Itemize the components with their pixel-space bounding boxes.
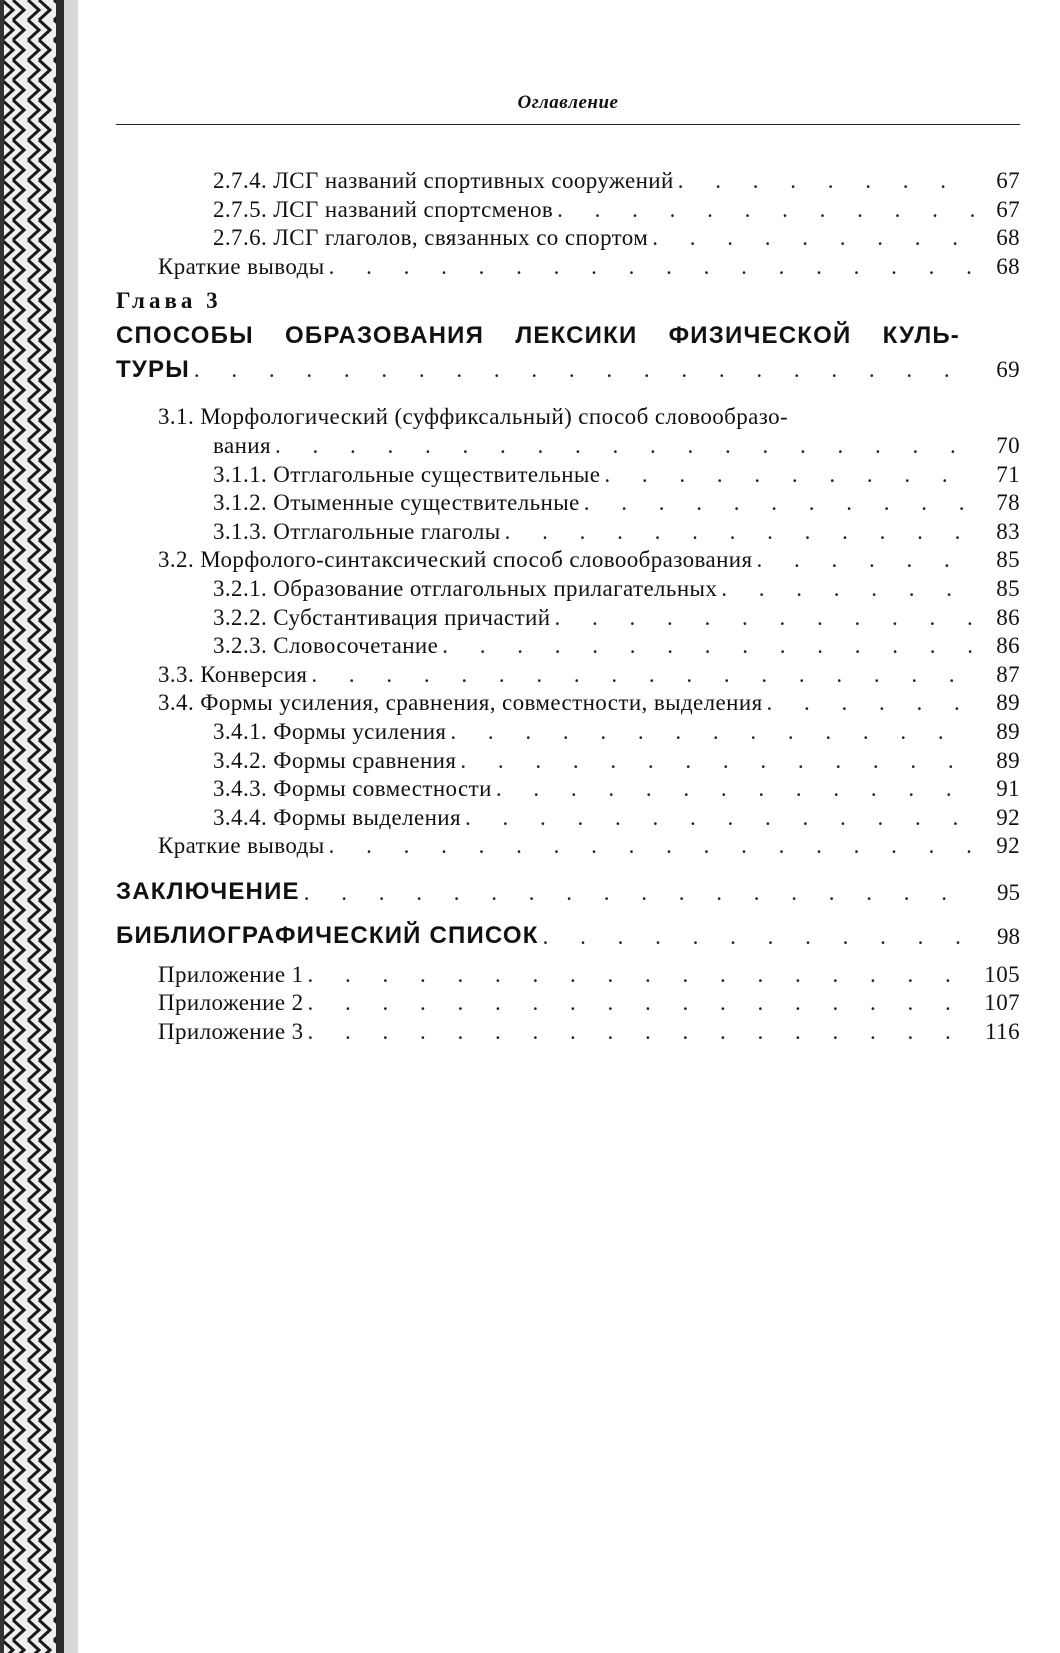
toc-page-number: 85	[996, 547, 1020, 573]
toc-entry-title: ЗАКЛЮЧЕНИЕ	[116, 877, 300, 905]
toc-page-number: 68	[996, 225, 1020, 251]
toc-entry-appendix-1	[116, 962, 1020, 991]
toc-page-number: 78	[996, 490, 1020, 516]
dot-leader	[271, 433, 976, 459]
toc-entry-conclusion	[116, 862, 1020, 906]
chapter-title-word: ФИЗИЧЕСКОЙ	[668, 322, 852, 350]
toc-page-number: 107	[984, 990, 1020, 1016]
toc-page-number: 68	[996, 253, 1020, 279]
toc-entry-3-4-3	[116, 776, 1020, 805]
chapter-title-line2	[116, 356, 1020, 392]
toc-entry-title: 3.3. Конверсия	[158, 661, 308, 687]
toc-entry-3-2-1	[116, 576, 1020, 605]
toc-page-number: 69	[996, 357, 1020, 383]
section-number: 3.1.	[158, 404, 195, 430]
dot-leader	[325, 254, 976, 280]
toc-entry-3-1-line2	[116, 433, 1020, 462]
chapter-title-word: СПОСОБЫ	[116, 322, 254, 350]
chapter-title-word: КУЛЬ-	[882, 322, 960, 350]
toc-page-number: 89	[996, 718, 1020, 744]
toc-entry-title: 3.1.1. Отглагольные существительные	[213, 461, 601, 487]
toc-entry-title: 3.4.3. Формы совместности	[213, 776, 492, 802]
toc-page-number: 71	[996, 461, 1020, 487]
toc-page-number: 91	[996, 776, 1020, 802]
toc-entry-title: 3.1.2. Отыменные существительные	[213, 490, 580, 516]
toc-entry-title: Приложение 1	[158, 961, 304, 987]
table-of-contents	[116, 168, 1020, 1048]
dot-leader	[300, 880, 976, 906]
toc-entry-3-4	[116, 690, 1020, 719]
toc-entry-chapter3-summary	[116, 833, 1020, 862]
toc-entry-bibliography	[116, 906, 1020, 950]
toc-entry-2-7-6	[116, 225, 1020, 254]
dot-leader	[446, 719, 976, 745]
toc-entry-3-2	[116, 547, 1020, 576]
toc-entry-appendix-2	[116, 990, 1020, 1019]
toc-page-number: 98	[997, 923, 1020, 949]
toc-page-number: 89	[996, 690, 1020, 716]
toc-entry-title: Приложение 3	[158, 1019, 304, 1045]
toc-entry-3-4-4	[116, 805, 1020, 834]
dot-leader	[648, 225, 976, 251]
dot-leader	[674, 168, 976, 194]
toc-page-number: 89	[996, 747, 1020, 773]
toc-entry-title: 2.7.6. ЛСГ глаголов, связанных со спортом	[213, 225, 649, 251]
toc-page-number: 95	[997, 879, 1020, 905]
toc-entry-3-1-2	[116, 490, 1020, 519]
toc-entry-appendix-3	[116, 1019, 1020, 1048]
toc-page-number: 83	[996, 518, 1020, 544]
toc-entry-chapter2-summary	[116, 254, 1020, 283]
toc-entry-3-1-1	[116, 462, 1020, 491]
chapter-title-text: ТУРЫ	[116, 356, 190, 384]
running-head: Оглавление	[517, 92, 619, 113]
toc-entry-3-4-2	[116, 748, 1020, 777]
toc-page-number: 105	[984, 961, 1020, 987]
dot-leader	[325, 833, 976, 859]
dot-leader	[717, 576, 976, 602]
toc-page-number: 92	[996, 804, 1020, 830]
toc-page-number: 86	[996, 604, 1020, 630]
dot-leader	[580, 490, 976, 516]
toc-entry-title: БИБЛИОГРАФИЧЕСКИЙ СПИСОК	[116, 921, 539, 949]
toc-entry-title: 3.2.3. Словосочетание	[213, 633, 439, 659]
dot-leader	[550, 605, 976, 631]
toc-entry-title: 3.2.2. Субстантивация причастий	[213, 604, 551, 630]
dot-leader	[456, 748, 976, 774]
dot-leader	[501, 519, 976, 545]
toc-entry-title: Приложение 2	[158, 990, 304, 1016]
chapter-title-word: ЛЕКСИКИ	[515, 322, 638, 350]
toc-entry-2-7-4	[116, 168, 1020, 197]
toc-entry-title: вания	[213, 432, 271, 458]
toc-entry-3-2-2	[116, 605, 1020, 634]
dot-leader	[600, 462, 976, 488]
toc-entry-title: 3.2. Морфолого-синтаксический способ словообразования	[158, 547, 753, 573]
dot-leader	[304, 990, 977, 1016]
toc-entry-title: 3.4.2. Формы сравнения	[213, 747, 457, 773]
toc-entry-3-4-1	[116, 719, 1020, 748]
dot-leader	[190, 357, 976, 383]
toc-page-number: 116	[985, 1019, 1020, 1045]
toc-entry-3-1-3	[116, 519, 1020, 548]
dot-leader	[492, 776, 976, 802]
dot-leader	[438, 633, 976, 659]
book-binding-edge	[0, 0, 78, 1653]
dot-leader	[553, 197, 976, 223]
toc-entry-3-3	[116, 662, 1020, 691]
toc-entry-title: 2.7.4. ЛСГ названий спортивных сооружений	[213, 168, 674, 193]
chapter-title-line1	[116, 322, 960, 356]
toc-entry-2-7-5	[116, 197, 1020, 226]
toc-page-number: 67	[996, 168, 1020, 193]
dot-leader	[763, 690, 976, 716]
dot-leader	[307, 662, 976, 688]
toc-entry-title: Морфологический (суффиксальный) способ словообразо-	[200, 404, 789, 430]
toc-entry-title: 3.4. Формы усиления, сравнения, совместности, выделения	[158, 690, 763, 716]
header-rule	[116, 124, 1020, 125]
toc-page-number: 87	[996, 661, 1020, 687]
toc-entry-title: 2.7.5. ЛСГ названий спортсменов	[213, 196, 554, 222]
toc-entry-3-2-3	[116, 633, 1020, 662]
dot-leader	[752, 547, 976, 573]
toc-entry-title: 3.1.3. Отглагольные глаголы	[213, 518, 501, 544]
dot-leader	[461, 805, 976, 831]
toc-entry-title: Краткие выводы	[158, 253, 325, 279]
toc-entry-title: 3.4.1. Формы усиления	[213, 718, 447, 744]
dot-leader	[539, 924, 976, 950]
toc-entry-title: Краткие выводы	[158, 833, 325, 859]
toc-entry-3-1-line1	[116, 404, 1020, 433]
toc-entry-title: 3.4.4. Формы выделения	[213, 804, 461, 830]
dot-leader	[304, 1019, 977, 1045]
toc-page-number: 85	[996, 575, 1020, 601]
toc-page-number: 67	[996, 196, 1020, 222]
book-page	[116, 0, 1020, 1653]
chapter-title-word: ОБРАЗОВАНИЯ	[285, 322, 485, 350]
toc-page-number: 86	[996, 633, 1020, 659]
toc-page-number: 70	[996, 432, 1020, 458]
chapter-label: Глава 3	[116, 288, 222, 314]
dot-leader	[304, 962, 977, 988]
toc-entry-title: 3.2.1. Образование отглагольных прилагательных	[213, 575, 718, 601]
toc-page-number: 92	[996, 833, 1020, 859]
